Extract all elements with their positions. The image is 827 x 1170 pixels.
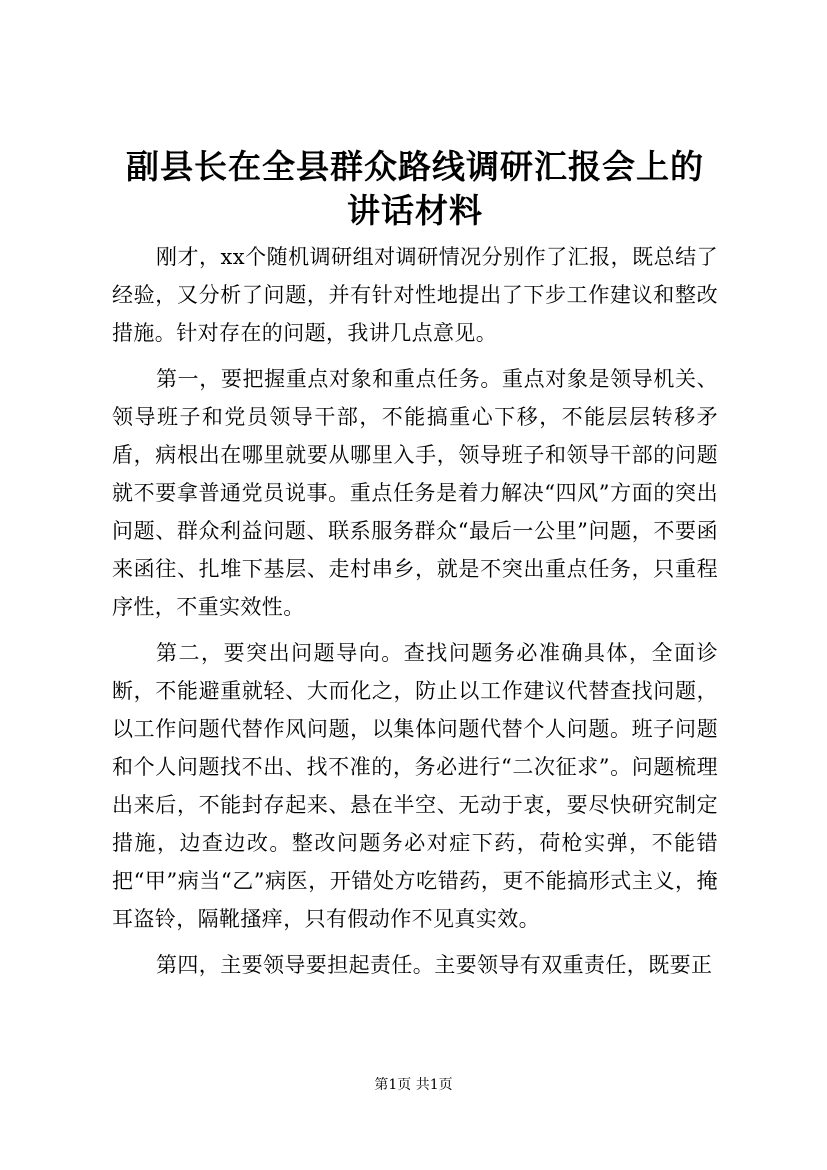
document-body (112, 238, 718, 984)
paragraph-point-one: 第一，要把握重点对象和重点任务。重点对象是领导机关、领导班子和党员领导干部，不能搞重心下移，不能层层转移矛盾，病根出在哪里就要从哪里入手，领导班子和领导干部的问题就不要拿普通党员说事。重点任务是着力解决“四风”方面的突出问题、群众利益问题、联系服务群众“最后一公里”问题，不要函来函往、扎堆下基层、走村串乡，就是不突出重点任务，只重程序性，不重实效性。 (112, 367, 718, 619)
page-number-footer: 第1页 共1页 (374, 1077, 453, 1093)
paragraph-point-four: 第四，主要领导要担起责任。主要领导有双重责任，既要正 (156, 953, 713, 977)
paragraph-intro: 刚才，xx个随机调研组对调研情况分别作了汇报，既总结了经验，又分析了问题，并有针对性地提出了下步工作建议和整改措施。针对存在的问题，我讲几点意见。 (112, 245, 718, 345)
document-title: 副县长在全县群众路线调研汇报会上的讲话材料 (126, 147, 704, 230)
paragraph-point-two: 第二，要突出问题导向。查找问题务必准确具体，全面诊断，不能避重就轻、大而化之，防止以工作建议代替查找问题，以工作问题代替作风问题，以集体问题代替个人问题。班子问题和个人问题找不出、找不准的，务必进行“二次征求”。问题梳理出来后，不能封存起来、悬在半空、无动于衷，要尽快研究制定措施，边查边改。整改问题务必对症下药，荷枪实弹，不能错把“甲”病当“乙”病医，开错处方吃错药，更不能搞形式主义，掩耳盗铃，隔靴搔痒，只有假动作不见真实效。 (112, 641, 718, 931)
